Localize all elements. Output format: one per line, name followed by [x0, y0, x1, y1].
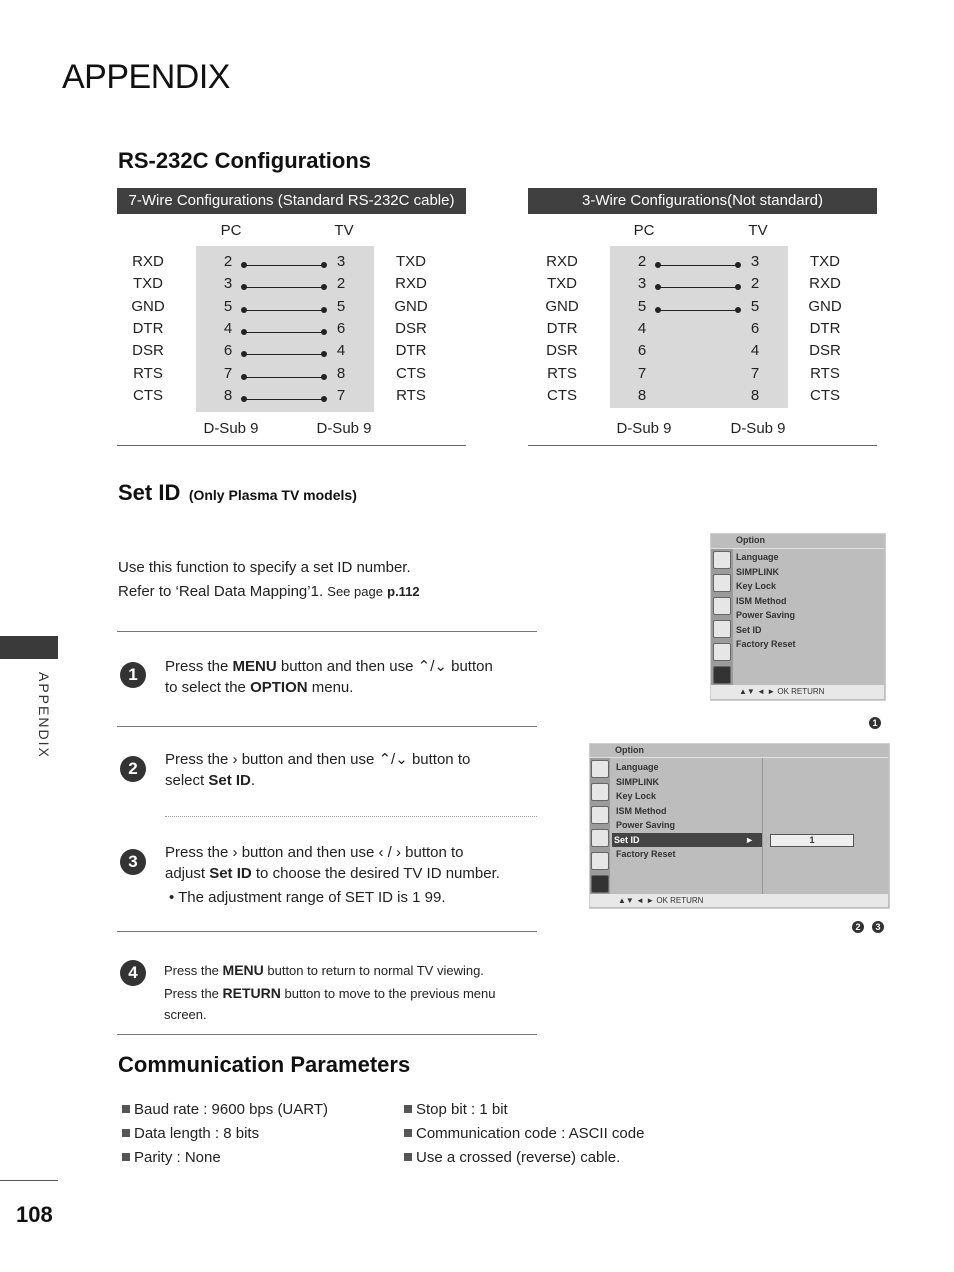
tv-pin: 2 — [336, 275, 346, 293]
left-signal: DSR — [546, 342, 578, 360]
osd-item: Language — [736, 552, 779, 562]
step-2-text: Press the › button and then use ⌃/⌄ button to select Set ID. — [165, 751, 471, 789]
step-number: 4 — [120, 960, 146, 986]
left-signal: GND — [545, 297, 579, 315]
osd-item: Power Saving — [616, 820, 676, 830]
left-signal: RTS — [133, 364, 163, 382]
tv-pin: 5 — [336, 297, 346, 315]
time-icon — [591, 829, 609, 847]
right-signal: CTS — [396, 364, 426, 382]
setid-heading: Set ID — [118, 480, 181, 505]
usb-icon — [591, 875, 609, 893]
tv-pin: 2 — [750, 275, 760, 293]
osd-footer-bar — [590, 894, 888, 907]
tv-pin: 5 — [750, 297, 760, 315]
step-rule — [117, 631, 537, 632]
pc-label: PC — [220, 222, 242, 239]
step-1-text: Press the MENU button and then use ⌃/⌄ button to select the OPTION menu. — [165, 658, 493, 696]
pc-pin: 6 — [223, 342, 233, 360]
tv-label: TV — [334, 222, 354, 239]
right-signal: CTS — [810, 386, 840, 404]
wire-line — [244, 377, 324, 378]
osd-footer-bar — [711, 685, 884, 699]
right-signal: DTR — [395, 342, 427, 360]
picture-icon — [591, 783, 609, 801]
tv-pin: 7 — [336, 386, 346, 404]
seven-wire-bottom-rule — [117, 445, 466, 446]
tv-pin: 3 — [336, 253, 346, 270]
dsub-left-label: D-Sub 9 — [616, 420, 672, 437]
left-signal: TXD — [133, 275, 163, 293]
wire-line — [244, 310, 324, 311]
page-number: 108 — [16, 1202, 53, 1227]
pc-pin: 8 — [637, 386, 647, 404]
tv-label: TV — [748, 222, 768, 239]
osd-step-badge: 2 — [852, 921, 864, 933]
wire-line — [658, 287, 738, 288]
setid-intro-line2-block — [118, 581, 420, 602]
audio-icon — [591, 806, 609, 824]
osd-item: ISM Method — [736, 595, 787, 606]
comm-param: Parity : None — [122, 1146, 328, 1170]
osd-item: Key Lock — [736, 581, 777, 591]
wire-line — [244, 265, 324, 266]
tv-pin: 6 — [750, 319, 760, 337]
left-signal: RTS — [547, 364, 577, 382]
right-signal: GND — [394, 297, 428, 315]
left-signal: TXD — [547, 275, 577, 293]
pc-pin: 2 — [637, 253, 647, 270]
setid-intro-line1: Use this function to specify a set ID number. — [118, 559, 411, 576]
step-number: 1 — [120, 662, 146, 688]
osd-item: Power Saving — [736, 610, 796, 620]
osd-column-divider — [762, 758, 763, 894]
setup-icon — [591, 760, 609, 778]
step-number: 3 — [120, 849, 146, 875]
pc-label: PC — [633, 222, 655, 239]
comm-heading: Communication Parameters — [118, 1052, 411, 1077]
comm-param: Use a crossed (reverse) cable. — [404, 1146, 644, 1170]
seven-wire-title: 7-Wire Configurations (Standard RS-232C cable) — [117, 188, 466, 214]
step-rule — [117, 931, 537, 932]
osd-divider — [711, 548, 884, 549]
step-number: 2 — [120, 756, 146, 782]
wire-line — [658, 310, 738, 311]
wire-line — [244, 354, 324, 355]
osd-item-selected: Set ID ► — [612, 833, 762, 848]
wire-line — [244, 399, 324, 400]
page-ref-link[interactable]: p.112 — [387, 584, 420, 599]
right-signal: TXD — [810, 253, 840, 270]
comm-param: Stop bit : 1 bit — [404, 1098, 644, 1122]
picture-icon — [713, 574, 731, 592]
time-icon — [713, 620, 731, 638]
side-tab — [0, 636, 58, 659]
step-dotted-rule — [165, 816, 537, 817]
comm-params-right — [404, 1098, 644, 1170]
rs232-heading: RS-232C Configurations — [118, 148, 372, 173]
osd-item: SIMPLINK — [736, 566, 780, 577]
osd-title: Option — [736, 535, 765, 545]
osd-step-badge: 3 — [872, 921, 884, 933]
osd-icon-column — [711, 549, 733, 685]
right-signal: RXD — [395, 275, 427, 293]
pc-pin: 7 — [637, 364, 647, 382]
tv-pin: 4 — [336, 342, 346, 360]
tv-pin: 6 — [336, 319, 346, 337]
osd-item: ISM Method — [616, 805, 667, 816]
right-signal: GND — [808, 297, 842, 315]
setid-heading-note: (Only Plasma TV models) — [188, 487, 357, 503]
setup-icon — [713, 551, 731, 569]
left-signal: GND — [131, 297, 165, 315]
osd-footer: ▲▼ ◄ ► OK RETURN — [618, 896, 704, 905]
osd-item: SIMPLINK — [616, 776, 660, 787]
usb-icon — [713, 666, 731, 684]
step-4-text: Press the MENU button to return to normal TV viewing. Press the RETURN button to move to the previous menu screen. — [164, 962, 496, 1022]
tv-pin: 8 — [750, 386, 760, 404]
left-signal: CTS — [547, 386, 577, 404]
right-signal: DSR — [809, 342, 841, 360]
step-rule — [117, 1034, 537, 1035]
right-signal: RTS — [396, 386, 426, 404]
osd-title: Option — [615, 745, 644, 755]
osd-footer: ▲▼ ◄ ► OK RETURN — [739, 687, 825, 696]
right-signal: DSR — [395, 319, 427, 337]
comm-param: Data length : 8 bits — [122, 1122, 328, 1146]
wire-line — [244, 287, 324, 288]
left-signal: DTR — [132, 319, 164, 337]
osd-item: Language — [616, 762, 659, 772]
osd-item: Factory Reset — [736, 639, 796, 649]
option-icon — [591, 852, 609, 870]
pc-pin: 3 — [223, 275, 233, 293]
left-signal: RXD — [546, 253, 578, 270]
side-divider — [0, 1180, 58, 1181]
see-page-label: See page — [327, 584, 383, 599]
pc-pin: 6 — [637, 342, 647, 360]
osd-option-menu-1 — [710, 533, 886, 701]
step-rule — [117, 726, 537, 727]
setid-intro-line2: Refer to ‘Real Data Mapping’1. — [118, 583, 324, 600]
wire-line — [658, 265, 738, 266]
pc-pin: 5 — [223, 297, 233, 315]
tv-pin: 7 — [750, 364, 760, 382]
pc-pin: 2 — [223, 253, 233, 270]
wire-line — [244, 332, 324, 333]
osd-item-list — [736, 550, 796, 652]
pc-pin: 8 — [223, 386, 233, 404]
set-id-value-field: 1 — [770, 834, 854, 847]
osd-option-menu-2 — [589, 743, 890, 909]
dsub-left-label: D-Sub 9 — [203, 420, 259, 437]
comm-param: Communication code : ASCII code — [404, 1122, 644, 1146]
three-wire-bottom-rule — [528, 445, 877, 446]
pc-pin: 4 — [223, 319, 233, 337]
osd-divider — [590, 757, 888, 758]
option-icon — [713, 643, 731, 661]
left-signal: CTS — [133, 386, 163, 404]
comm-params-left — [122, 1098, 328, 1170]
osd-item: Set ID — [736, 624, 762, 635]
osd-icon-column — [590, 758, 610, 894]
left-signal: DSR — [132, 342, 164, 360]
pc-pin: 5 — [637, 297, 647, 315]
pc-pin: 3 — [637, 275, 647, 293]
right-signal: TXD — [396, 253, 426, 270]
right-signal: RXD — [809, 275, 841, 293]
right-signal: DTR — [809, 319, 841, 337]
left-signal: DTR — [546, 319, 578, 337]
audio-icon — [713, 597, 731, 615]
osd-item-list — [612, 760, 762, 862]
page-title: APPENDIX — [62, 58, 230, 96]
three-wire-title: 3-Wire Configurations(Not standard) — [528, 188, 877, 214]
dsub-right-label: D-Sub 9 — [730, 420, 786, 437]
step-3-text: Press the › button and then use ‹ / › button to adjust Set ID to choose the desired TV ID number. • The adjustment range of SET ID is 1 99. — [165, 844, 500, 906]
osd-step-badge: 1 — [869, 717, 881, 729]
comm-param: Baud rate : 9600 bps (UART) — [122, 1098, 328, 1122]
pc-pin: 4 — [637, 319, 647, 337]
osd-item: Key Lock — [616, 791, 657, 801]
setid-heading-block — [118, 480, 357, 506]
tv-pin: 4 — [750, 342, 760, 360]
right-signal: RTS — [810, 364, 840, 382]
tv-pin: 8 — [336, 364, 346, 382]
side-label: APPENDIX — [36, 672, 52, 759]
osd-item: Factory Reset — [616, 849, 676, 859]
left-signal: RXD — [132, 253, 164, 270]
tv-pin: 3 — [750, 253, 760, 270]
pc-pin: 7 — [223, 364, 233, 382]
dsub-right-label: D-Sub 9 — [316, 420, 372, 437]
chevron-right-icon: ► — [745, 834, 754, 845]
